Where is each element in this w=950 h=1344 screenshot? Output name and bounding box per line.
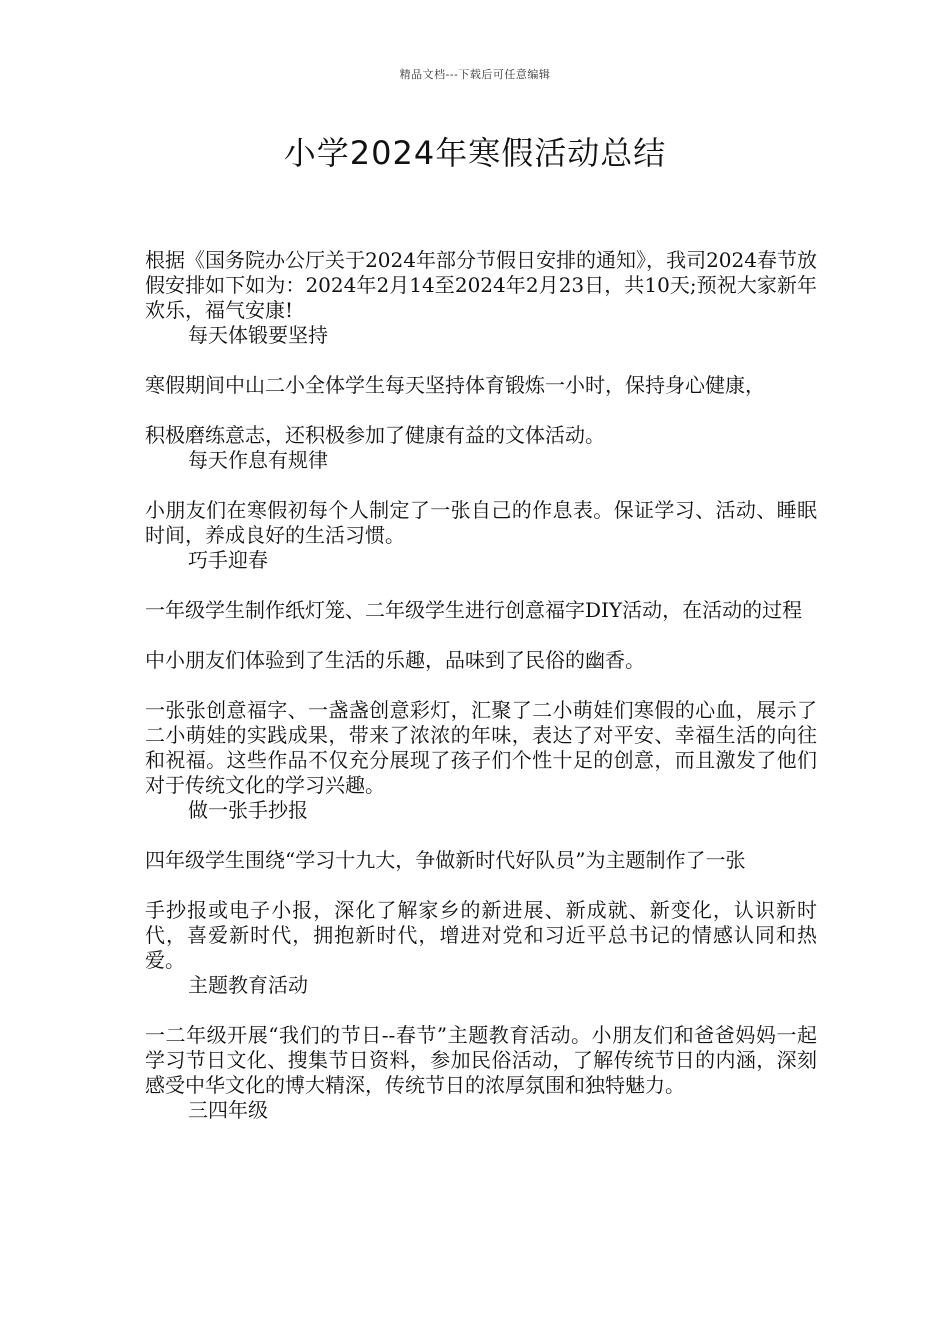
body-paragraph: 根据《国务院办公厅关于2024年部分节假日安排的通知》，我司2024春节放假安排如下如为：2024年2月14至2024年2月23日，共10天;预祝大家新年欢乐，福气安康! [145, 248, 817, 322]
paragraph-spacer [145, 473, 817, 498]
body-paragraph: 四年级学生围绕“学习十九大，争做新时代好队员”为主题制作了一张 [145, 848, 746, 872]
body-paragraph: 小朋友们在寒假初每个人制定了一张自己的作息表。保证学习、活动、睡眠时间，养成良好的生活习惯。 [145, 498, 817, 547]
paragraph-spacer [145, 673, 817, 698]
body-paragraph: 一年级学生制作纸灯笼、二年级学生进行创意福字DIY活动，在活动的过程 [145, 598, 803, 622]
body-paragraph: 一二年级开展“我们的节日--春节”主题教育活动。小朋友们和爸爸妈妈一起学习节日文化、搜集节日资料，参加民俗活动，了解传统节日的内涵，深刻感受中华文化的博大精深，传统节日的浓厚氛围和独特魅力。 [145, 1023, 817, 1097]
body-paragraph: 积极磨练意志，还积极参加了健康有益的文体活动。 [145, 423, 605, 447]
paragraph-spacer [145, 623, 817, 648]
body-paragraph: 手抄报或电子小报，深化了解家乡的新进展、新成就、新变化，认识新时代，喜爱新时代，拥抱新时代，增进对党和习近平总书记的情感认同和热爱。 [145, 898, 817, 972]
section-heading: 主题教育活动 [188, 973, 308, 997]
paragraph-spacer [145, 823, 817, 848]
section-heading: 每天体锻要坚持 [188, 323, 328, 347]
paragraph-spacer [145, 873, 817, 898]
section-heading: 巧手迎春 [188, 548, 268, 572]
document-body [145, 248, 817, 1123]
paragraph-spacer [145, 348, 817, 373]
paragraph-spacer [145, 573, 817, 598]
section-heading: 做一张手抄报 [188, 798, 308, 822]
body-paragraph: 一张张创意福字、一盏盏创意彩灯，汇聚了二小萌娃们寒假的心血，展示了二小萌娃的实践成果，带来了浓浓的年味，表达了对平安、幸福生活的向往和祝福。这些作品不仅充分展现了孩子们个性十足的创意，而且激发了他们对于传统文化的学习兴趣。 [145, 698, 817, 797]
page-header-note: 精品文档---下载后可任意编辑 [399, 68, 551, 81]
section-heading: 每天作息有规律 [188, 448, 328, 472]
body-paragraph: 中小朋友们体验到了生活的乐趣，品味到了民俗的幽香。 [145, 648, 645, 672]
section-heading: 三四年级 [188, 1098, 268, 1122]
paragraph-spacer [145, 998, 817, 1023]
document-title: 小学2024年寒假活动总结 [283, 134, 667, 172]
paragraph-spacer [145, 398, 817, 423]
body-paragraph: 寒假期间中山二小全体学生每天坚持体育锻炼一小时，保持身心健康， [145, 373, 765, 397]
